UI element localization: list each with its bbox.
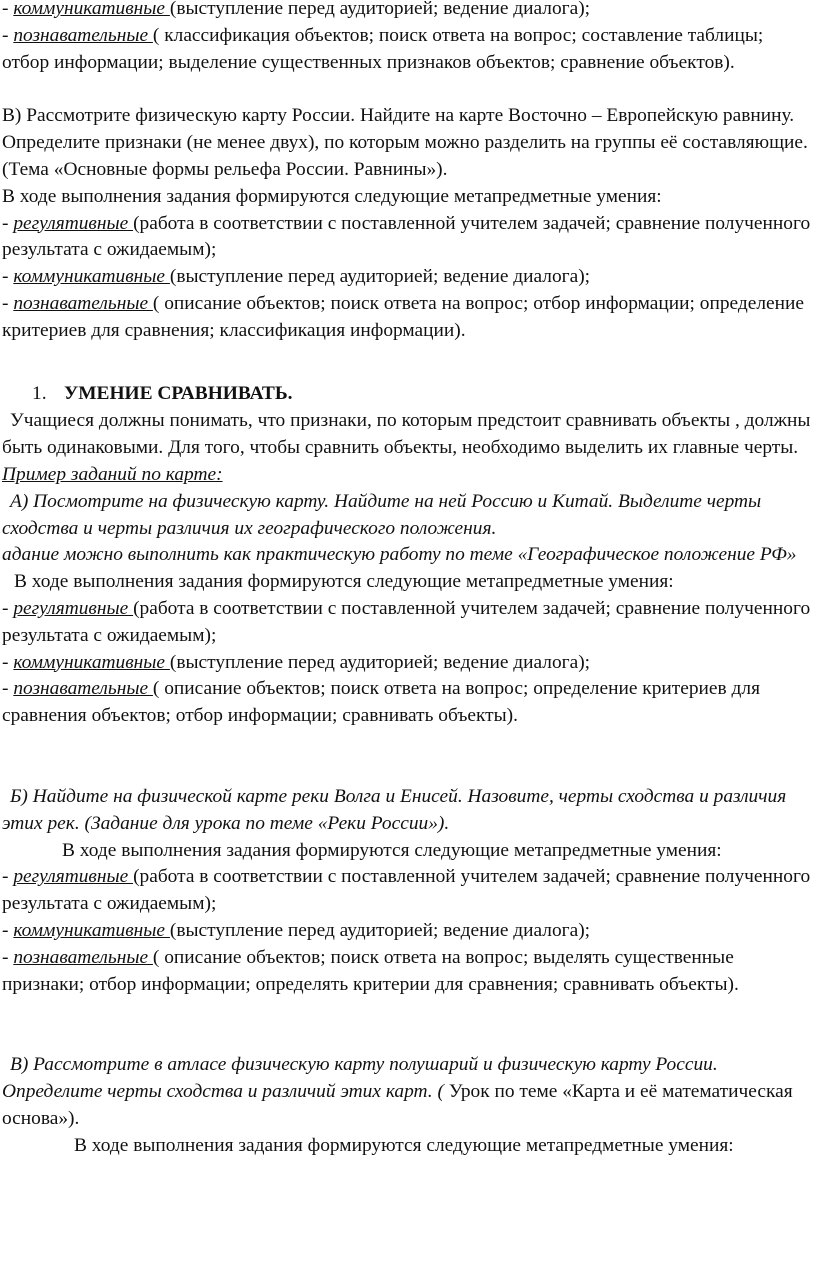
dash: - [2, 266, 14, 288]
dash: - [2, 866, 14, 888]
section-heading [2, 381, 814, 408]
term-cognitive: познавательные [13, 946, 153, 968]
term-communicative: коммуникативные [13, 0, 170, 19]
skills-intro: В ходе выполнения задания формируются следующие метапредметные умения: [2, 185, 662, 207]
skill-communicative [2, 0, 814, 23]
term-regulatory: регулятивные [13, 597, 134, 619]
skill-text: ( описание объектов; поиск ответа на вопрос; определение критериев для сравнения объектов; отбор информации; сравнивать объекты). [2, 678, 761, 727]
term-regulatory: регулятивные [13, 866, 134, 888]
task-v-maps [2, 1052, 814, 1132]
dash: - [2, 597, 14, 619]
dash: - [2, 212, 14, 234]
skill-text: (выступление перед аудиторией; ведение диалога); [169, 919, 591, 941]
task-b: Б) Найдите на физической карте реки Волга и Енисей. Назовите, черты сходства и различия этих рек. (Задание для урока по теме «Реки России»). [2, 785, 787, 834]
term-communicative: коммуникативные [13, 651, 170, 673]
spacer [2, 76, 814, 103]
heading-title: УМЕНИЕ СРАВНИВАТЬ. [64, 382, 293, 404]
skill-text: (работа в соответствии с поставленной учителем задачей; сравнение полученного результата с ожидаемым); [2, 212, 811, 261]
dash: - [2, 678, 14, 700]
task-v-maps-text: В) Рассмотрите в атласе физическую карту полушарий и физическую карту России. Определите черты сходства и различий этих карт. ( [2, 1054, 718, 1103]
task-v-maps-lesson: Урок по теме «Карта и её математическая основа»). [2, 1081, 793, 1129]
dash: - [2, 0, 14, 19]
skill-text: ( описание объектов; поиск ответа на вопрос; выделять существенные признаки; отбор информации; определять критерии для сравнения; сравнивать объекты). [2, 946, 739, 995]
term-communicative: коммуникативные [13, 266, 170, 288]
skill-communicative [2, 918, 814, 945]
term-cognitive: познавательные [13, 292, 153, 314]
skill-regulatory [2, 864, 814, 918]
compare-text [2, 435, 814, 489]
skills-intro: В ходе выполнения задания формируются следующие метапредметные умения: [74, 1134, 734, 1156]
skill-text: (выступление перед аудиторией; ведение диалога); [169, 0, 591, 19]
compare-intro: Учащиеся должны понимать, что признаки, по которым предстоит сравнивать объекты , должны [10, 410, 811, 432]
term-regulatory: регулятивные [13, 212, 134, 234]
dash: - [2, 24, 14, 46]
spacer [2, 998, 814, 1052]
heading-number: 1. [32, 382, 47, 404]
term-cognitive: познавательные [13, 678, 153, 700]
term-communicative: коммуникативные [13, 919, 170, 941]
skill-text: ( классификация объектов; поиск ответа на вопрос; составление таблицы; отбор информации; выделение существенных признаков объектов; сравнение объектов). [2, 24, 764, 73]
skill-cognitive [2, 23, 814, 77]
skill-regulatory [2, 211, 814, 265]
skill-cognitive [2, 676, 814, 730]
dash: - [2, 292, 14, 314]
task-v-relief: В) Рассмотрите физическую карту России. Найдите на карте Восточно – Европейскую равнину. Определите признаки (не менее двух), по которым можно разделить на группы её составляющие. (Тема «Основные формы рельефа России. Равнины»). [2, 105, 808, 180]
compare-text-main: быть одинаковыми. Для того, чтобы сравнить объекты, необходимо выделить их главные черты. [2, 437, 799, 459]
skills-intro: В ходе выполнения задания формируются следующие метапредметные умения: [62, 839, 722, 861]
skill-communicative [2, 264, 814, 291]
skill-communicative [2, 650, 814, 677]
skill-text: (выступление перед аудиторией; ведение диалога); [169, 266, 591, 288]
example-label: Пример заданий по карте: [2, 463, 223, 485]
term-cognitive: познавательные [13, 24, 153, 46]
skill-text: (работа в соответствии с поставленной учителем задачей; сравнение полученного результата с ожидаемым); [2, 597, 811, 646]
skill-cognitive [2, 945, 814, 999]
dash: - [2, 946, 14, 968]
skill-text: (работа в соответствии с поставленной учителем задачей; сравнение полученного результата с ожидаемым); [2, 866, 811, 915]
skill-text: (выступление перед аудиторией; ведение диалога); [169, 651, 591, 673]
dash: - [2, 651, 14, 673]
skill-cognitive [2, 291, 814, 345]
skills-intro: В ходе выполнения задания формируются следующие метапредметные умения: [14, 571, 674, 593]
dash: - [2, 919, 14, 941]
spacer [2, 345, 814, 372]
skill-regulatory [2, 596, 814, 650]
task-a: А) Посмотрите на физическую карту. Найдите на ней Россию и Китай. Выделите черты сходства и черты различия их географического положения. [2, 490, 762, 539]
skill-text: ( описание объектов; поиск ответа на вопрос; отбор информации; определение критериев для сравнения; классификация информации). [2, 292, 804, 341]
spacer [2, 730, 814, 784]
task-a-note: адание можно выполнить как практическую работу по теме «Географическое положение РФ» [2, 544, 797, 566]
